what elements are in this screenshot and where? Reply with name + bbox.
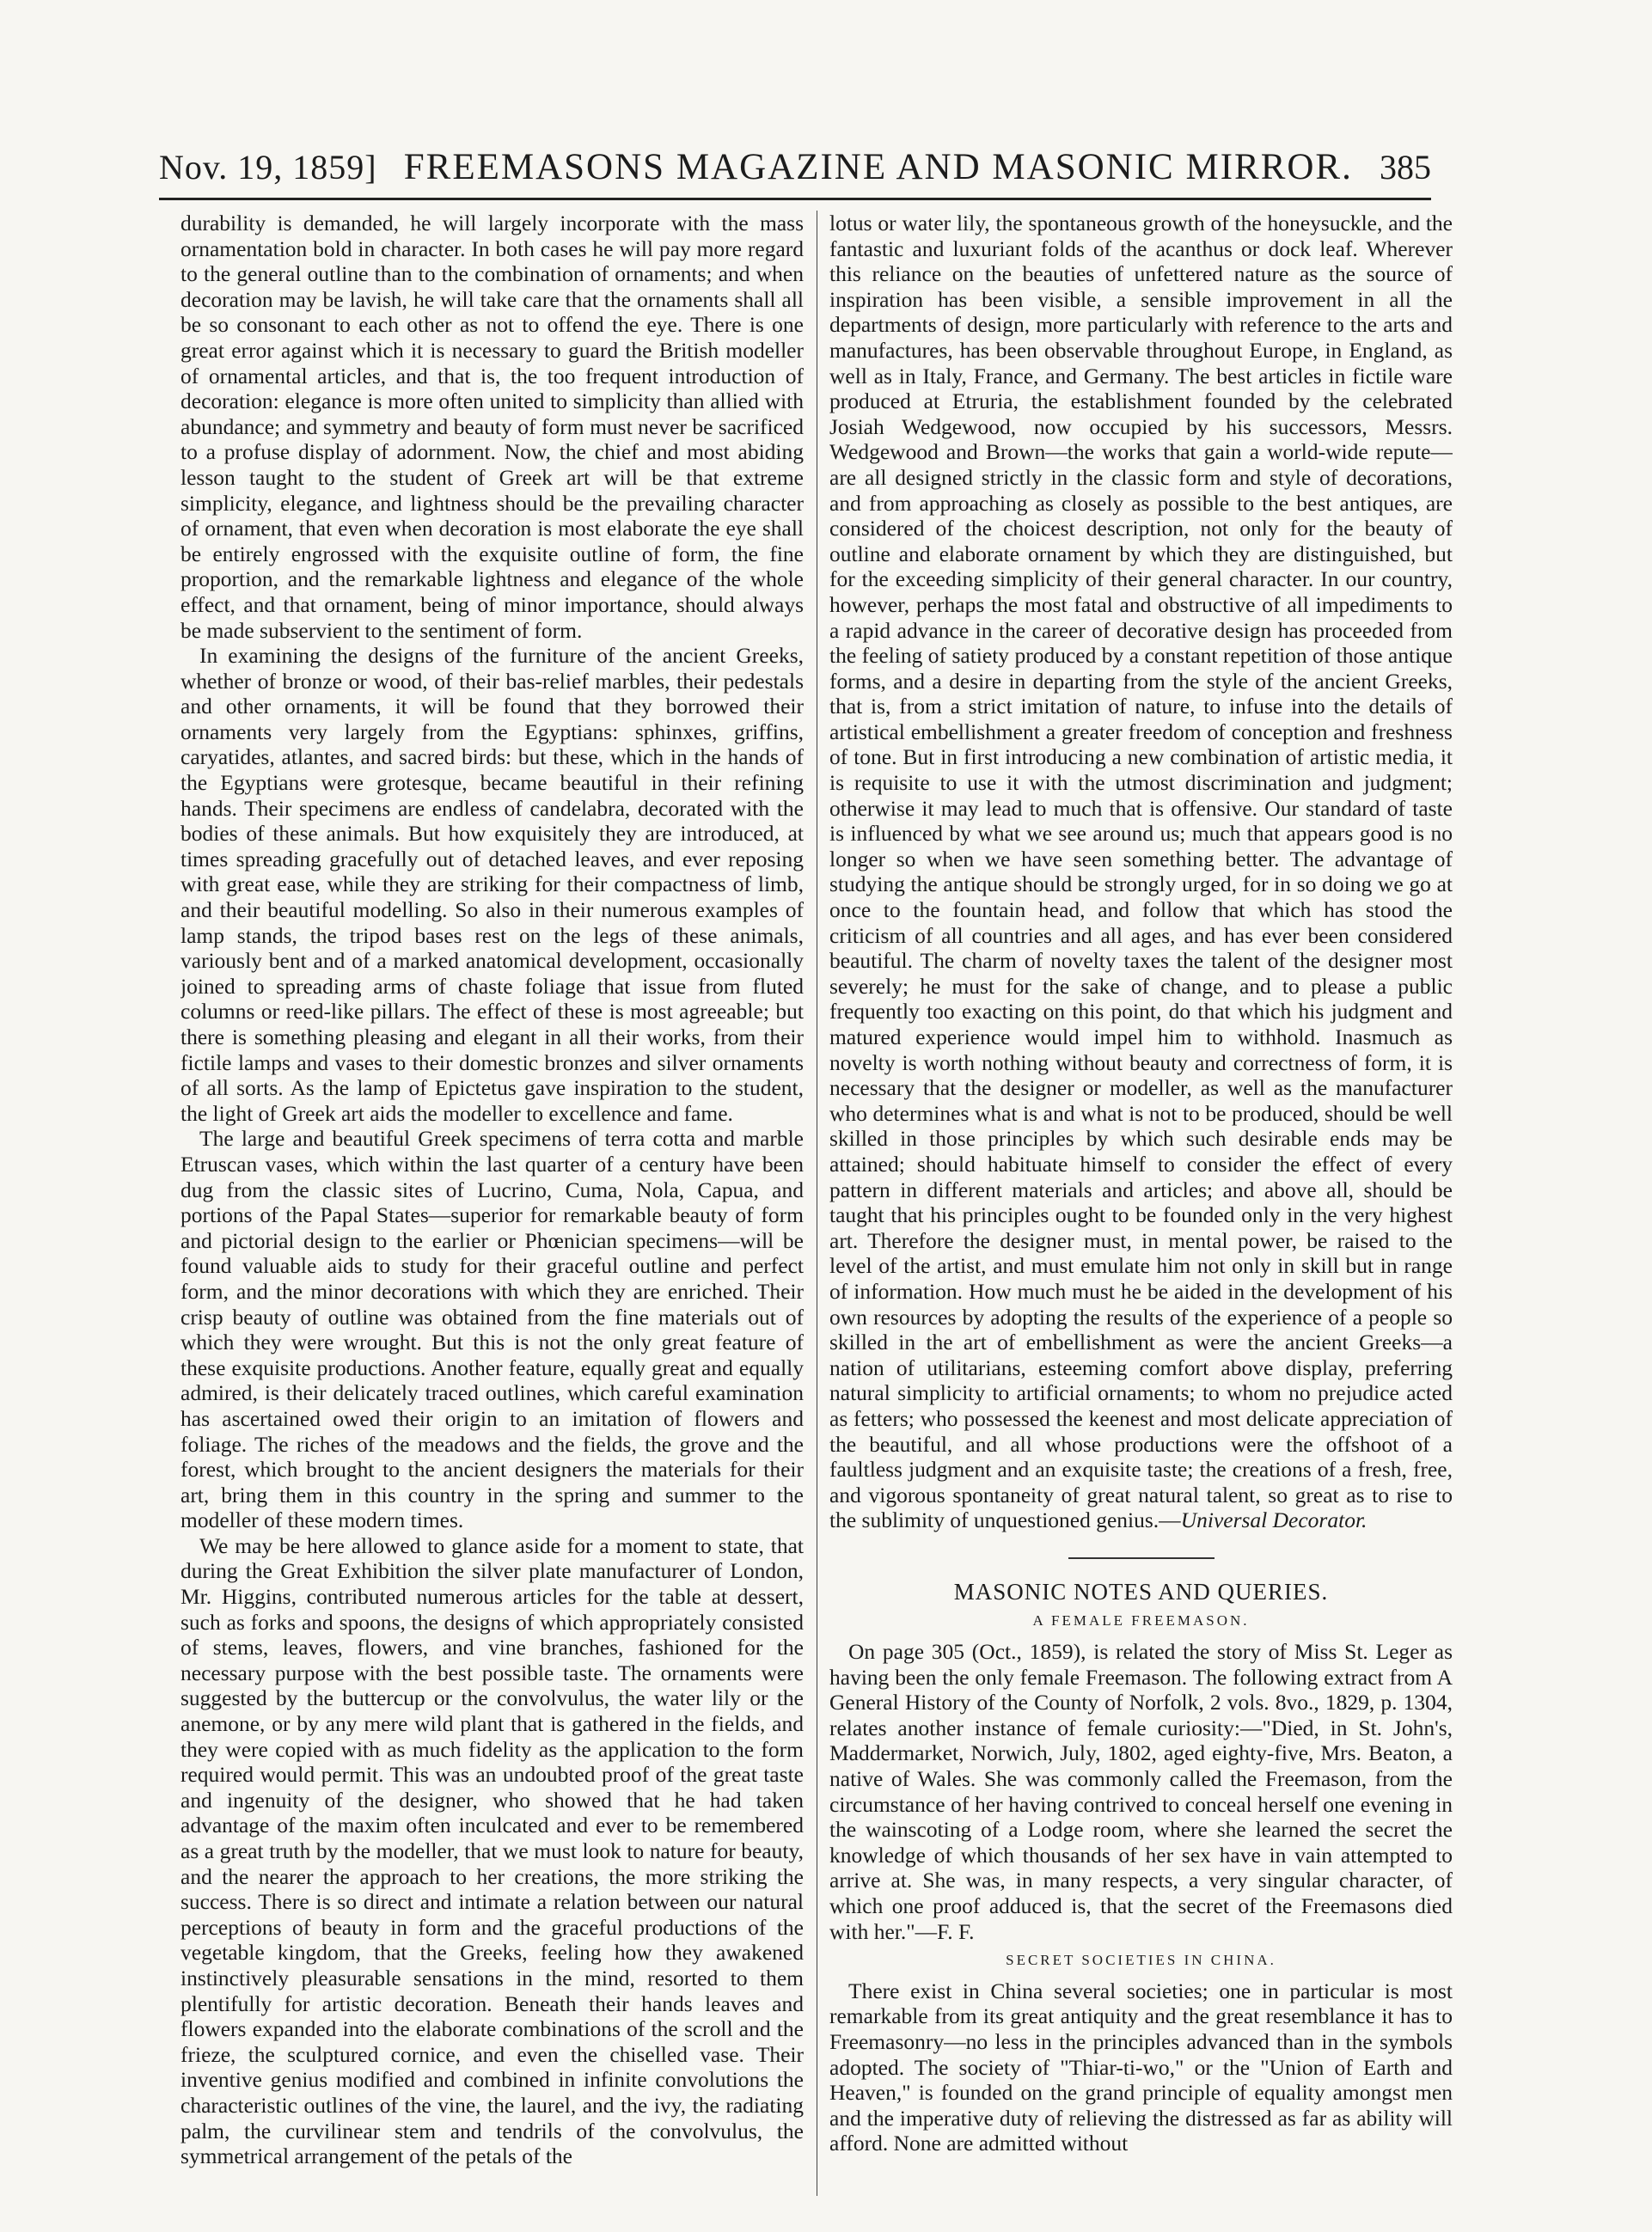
page-header — [159, 146, 1431, 200]
right-column — [829, 211, 1453, 2204]
page-number: 385 — [1380, 148, 1431, 187]
paragraph: There exist in China several societies; one in particular is most remarkable from its great antiquity and the great resemblance it has to Freemasonry—no less in the principles advanced than in the symbols adopted. The society of "Thiar-ti-wo," or the "Union of Earth and Heaven," is founded on the grand principle of equality amongst men and the imperative duty of relieving the distressed as far as ability will afford. None are admitted without — [829, 1978, 1453, 2156]
paragraph: The large and beautiful Greek specimens of terra cotta and marble Etruscan vases, which within the last quarter of a century have been dug from the classic sites of Lucrino, Cuma, Nola, Capua, and portions of the Papal States—superior for remarkable beauty of form and pictorial design to the earlier or Phœnician specimens—will be found valuable aids to study for their graceful outline and perfect form, and the minor decorations with which they are enriched. Their crisp beauty of outline was obtained from the fine materials out of which they were wrought. But this is not the only great feature of these exquisite productions. Another feature, equally great and equally admired, is their delicately traced outlines, which careful examination has ascertained owed their origin to an imitation of flowers and foliage. The riches of the meadows and the fields, the grove and the forest, which brought to the ancient designers the materials for their art, bring them in this country in the spring and summer to the modeller of these modern times. — [180, 1126, 804, 1533]
issue-date: Nov. 19, 1859] — [159, 148, 377, 187]
section-divider — [1068, 1557, 1215, 1559]
subsection-title: A FEMALE FREEMASON. — [1032, 1612, 1250, 1630]
continued-text: lotus or water lily, the spontaneous growth of the honeysuckle, and the fantastic and luxuriant folds of the acanthus or dock leaf. Wherever this reliance on the beauties of unfettered nature as the source of inspiration has been visible, a sensible improvement in all the departments of design, more particularly with reference to the arts and manufactures, has been observable throughout Europe, in England, as well as in Italy, France, and Germany. The best articles in fictile ware produced at Etruria, the establishment founded by the celebrated Josiah Wedgewood, now occupied by his successors, Messrs. Wedgewood and Brown—the works that gain a world-wide repute—are all designed strictly in the classic form and style of decorations, and from approaching as closely as possible to the best antiques, are considered of the choicest description, not only for the beauty of outline and elaborate ornament by which they are distinguished, but for the exceeding simplicity of their general character. In our country, however, perhaps the most fatal and obstructive of all impediments to a rapid advance in the career of decorative design has proceeded from the feeling of satiety produced by a constant repetition of those antique forms, and a desire in departing from the style of the ancient Greeks, that is, from a strict imitation of nature, to infuse into the details of artistical embellishment a greater freedom of conception and freshness of tone. But in first introducing a new combination of artistic media, it is requisite to use it with the utmost discrimination and judgment; otherwise it may lead to much that is offensive. Our standard of taste is influenced by what we see around us; much that appears good is no longer so when we have seen something better. The advantage of studying the antique should be strongly urged, for in so doing we go at once to the fountain head, and follow that which has stood the criticism of all countries and all ages, and has ever been considered beautiful. The charm of novelty taxes the talent of the designer most severely; he must for the sake of change, and to please a public frequently too exacting on this point, do that which his judgment and matured experience would impel him to withhold. Inasmuch as novelty is worth nothing without beauty and correctness of form, it is necessary that the designer or modeller, as well as the manufacturer who determines what is and what is not to be produced, should be well skilled in those principles by which such desirable ends may be attained; should habituate himself to consider the effect of every pattern in different materials and articles; and above all, should be taught that his principles ought to be founded only in the very highest art. Therefore the designer must, in mental power, be raised to the level of the artist, and must emulate him not only in skill but in range of information. How much must he be aided in the development of his own resources by adopting the results of the experience of a people so skilled in the art of embellishment as were the ancient Greeks—a nation of utilitarians, esteeming comfort above display, preferring natural simplicity to artificial ornaments; to whom no prejudice acted as fetters; who possessed the keenest and most delicate appreciation of the beautiful, and all whose productions were the offshoot of a faultless judgment and an exquisite taste; the creations of a fresh, free, and vigorous spontaneity of great natural talent, so great as to rise to the sublimity of unquestioned genius.— — [829, 211, 1453, 1533]
paragraph — [829, 211, 1453, 1533]
paragraph: We may be here allowed to glance aside for a moment to state, that during the Great Exhibition the silver plate manufacturer of London, Mr. Higgins, contributed numerous articles for the table at dessert, such as forks and spoons, the designs of which appropriately consisted of stems, leaves, flowers, and vine branches, fashioned for the necessary purpose with the best possible taste. The ornaments were suggested by the buttercup or the convolvulus, the water lily or the anemone, or by any mere wild plant that is gathered in the fields, and they were copied with as much fidelity as the application to the form required would permit. This was an undoubted proof of the great taste and ingenuity of the designer, who showed that he had taken advantage of the maxim often inculcated and ever to be remembered as a great truth by the modeller, that we must look to nature for beauty, and the nearer the approach to her creations, the more striking the success. There is so direct and intimate a relation between our natural perceptions of beauty in form and the graceful productions of the vegetable kingdom, that the Greeks, feeling how they awakened instinctively pleasurable sensations in the mind, resorted to them plentifully for artistic decoration. Beneath their hands leaves and flowers expanded into the elaborate combinations of the scroll and the frieze, the sculptured cornice, and even the chiselled vase. Their inventive genius modified and combined in infinite convolutions the characteristic outlines of the vine, the laurel, and the ivy, the radiating palm, the curvilinear stem and tendrils of the convolvulus, the symmetrical arrangement of the petals of the — [180, 1532, 804, 2169]
subsection-title: SECRET SOCIETIES IN CHINA. — [1006, 1952, 1276, 1969]
left-column — [180, 211, 804, 2204]
publication-title: FREEMASONS MAGAZINE AND MASONIC MIRROR. — [403, 147, 1353, 187]
article-source: Universal Decorator. — [1180, 1507, 1367, 1533]
paragraph: durability is demanded, he will largely incorporate with the mass ornamentation bold in character. In both cases he will pay more regard to the general outline than to the combination of ornaments; and when decoration may be lavish, he will take care that the ornaments shall all be so consonant to each other as not to offend the eye. There is one great error against which it is necessary to guard the British modeller of ornamental articles, and that is, the too frequent introduction of decoration: elegance is more often united to simplicity than allied with abundance; and symmetry and beauty of form must never be sacrificed to a profuse display of adornment. Now, the chief and most abiding lesson taught to the student of Greek art will be that extreme simplicity, elegance, and lightness should be the prevailing character of ornament, that even when decoration is most elaborate the eye shall be entirely engrossed with the exquisite outline of form, the fine proportion, and the remarkable lightness and elegance of the whole effect, and that ornament, being of minor importance, should always be made subservient to the sentiment of form. — [180, 211, 804, 643]
section-title: MASONIC NOTES AND QUERIES. — [953, 1578, 1329, 1605]
paragraph: In examining the designs of the furniture of the ancient Greeks, whether of bronze or wood, of their bas-relief marbles, their pedestals and other ornaments, it will be found that they borrowed their ornaments very largely from the Egyptians: sphinxes, griffins, caryatides, atlantes, and sacred birds: but these, which in the hands of the Egyptians were grotesque, became beautiful in their refining hands. Their specimens are endless of candelabra, decorated with the bodies of these animals. But how exquisitely they are introduced, at times spreading gracefully out of detached leaves, and ever reposing with great ease, while they are striking for their compactness of limb, and their beautiful modelling. So also in their numerous examples of lamp stands, the tripod bases rest on the legs of these animals, variously bent and of a marked anatomical development, occasionally joined to spreading arms of chaste foliage that issue from fluted columns or reed-like pillars. The effect of these is most agreeable; but there is something pleasing and elegant in all their works, from their fictile lamps and vases to their domestic bronzes and silver ornaments of all sorts. As the lamp of Epictetus gave inspiration to the student, the light of Greek art aids the modeller to excellence and fame. — [180, 643, 804, 1126]
paragraph: On page 305 (Oct., 1859), is related the story of Miss St. Leger as having been the only female Freemason. The following extract from A General History of the County of Norfolk, 2 vols. 8vo., 1829, p. 1304, relates another instance of female curiosity:—"Died, in St. John's, Maddermarket, Norwich, July, 1802, aged eighty-five, Mrs. Beaton, a native of Wales. She was commonly called the Freemason, from the circumstance of her having contrived to conceal herself one evening in the wainscoting of a Lodge room, where she learned the secret the knowledge of which thousands of her sex have in vain attempted to arrive at. She was, in many respects, a very singular character, of which one proof adduced is, that the secret of the Freemasons died with her."—F. F. — [829, 1639, 1453, 1944]
